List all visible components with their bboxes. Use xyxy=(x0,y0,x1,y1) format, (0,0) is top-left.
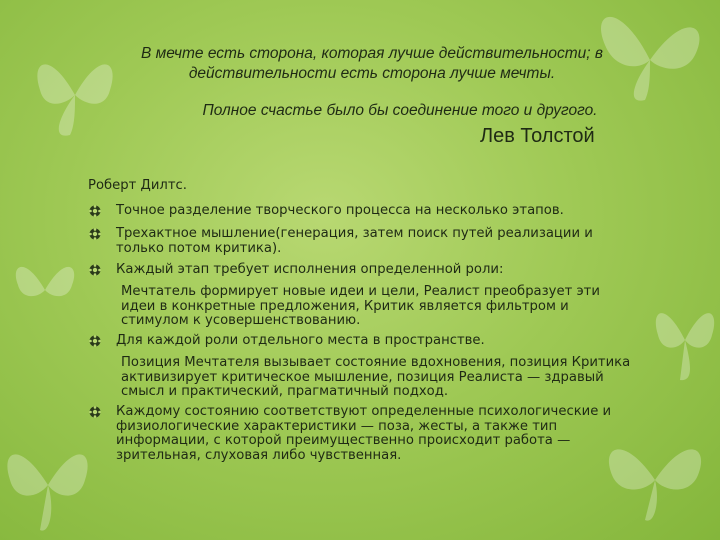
butterfly-icon xyxy=(10,250,80,330)
quote-conclusion: Полное счастье было бы соединение того и другого. xyxy=(202,102,598,119)
flower-bullet-icon xyxy=(88,263,102,277)
flower-bullet-icon xyxy=(88,204,102,218)
butterfly-icon xyxy=(650,290,720,390)
list-item-text: Для каждой роли отдельного места в пространстве. xyxy=(116,333,485,348)
list-item xyxy=(88,204,628,219)
quote-author: Лев Толстой xyxy=(480,125,595,147)
list-item xyxy=(88,334,628,349)
flower-bullet-icon xyxy=(88,405,102,419)
list-item xyxy=(88,263,628,278)
sub-paragraph: Мечтатель формирует новые идеи и цели, Реалист преобразует эти идеи в конкретные предложения, Критик является фильтром и стимулом к усовершенствованию. xyxy=(121,284,600,328)
list-item-text: Трехактное мышление(генерация, затем поиск путей реализации и только потом критика). xyxy=(116,226,593,256)
list-item-text: Каждому состоянию соответствуют определенные психологические и физиологические характеристики — поза, жесты, а также тип информации, с которой преимущественно происходит работа — зрительная, слуховая либо чувственная. xyxy=(116,404,612,463)
quote-text: В мечте есть сторона, которая лучше действительности; в действительности есть сторона лучше мечты. xyxy=(140,45,604,82)
list-item xyxy=(88,405,628,463)
butterfly-icon xyxy=(0,430,95,540)
flower-bullet-icon xyxy=(88,334,102,348)
section-heading: Роберт Дилтс. xyxy=(88,178,187,193)
sub-paragraph: Позиция Мечтателя вызывает состояние вдохновения, позиция Критика активизирует критическое мышление, позиция Реалиста — здравый смысл и практический, прагматичный подход. xyxy=(121,355,631,399)
list-item xyxy=(88,227,628,256)
list-item-text: Каждый этап требует исполнения определенной роли: xyxy=(116,262,504,277)
list-item-text: Точное разделение творческого процесса на несколько этапов. xyxy=(116,203,564,218)
flower-bullet-icon xyxy=(88,227,102,241)
